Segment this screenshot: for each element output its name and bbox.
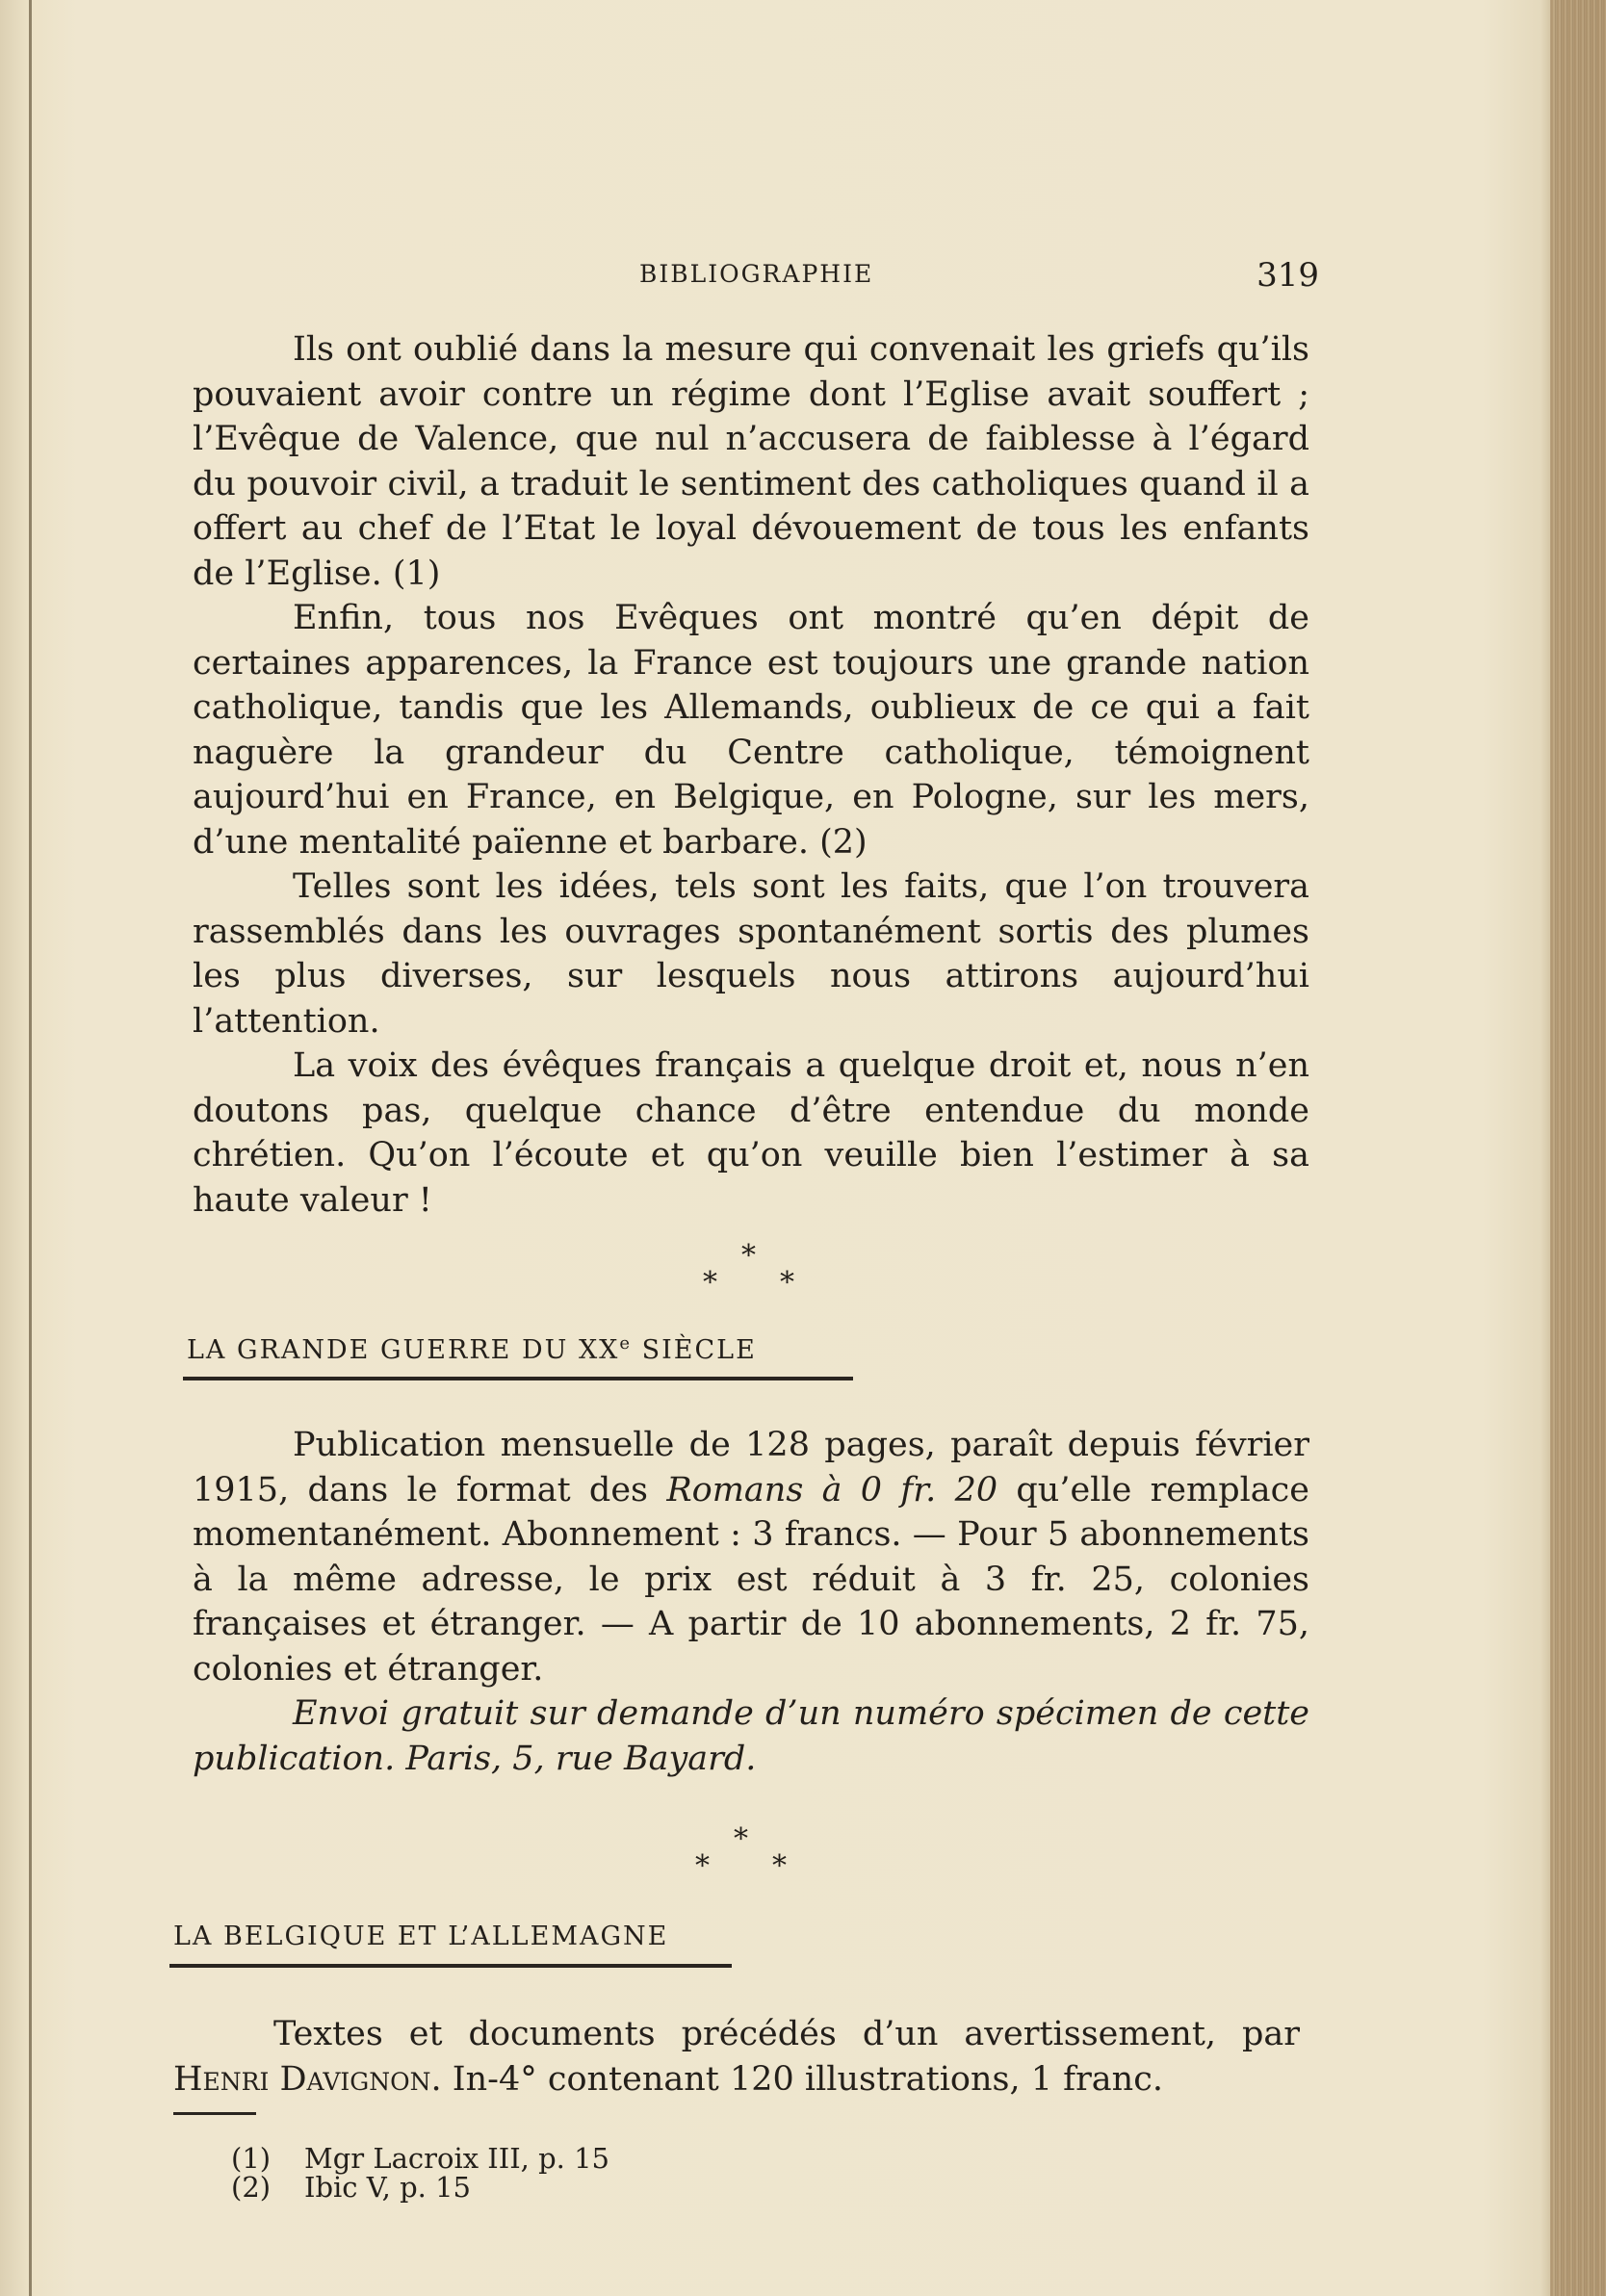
running-title: BIBLIOGRAPHIE (639, 260, 874, 288)
page-number: 319 (1256, 256, 1319, 295)
main-text (193, 327, 1309, 1223)
asterism-star: * (780, 1266, 794, 1300)
footnote-number: (2) (231, 2171, 272, 2204)
text-span: In-4° contenant 120 illustrations, 1 franc. (441, 2059, 1163, 2099)
asterism-star: * (703, 1266, 717, 1300)
heading-superscript: XXe (578, 1333, 633, 1365)
section-heading-belgique: LA BELGIQUE ET L’ALLEMAGNE (173, 1922, 669, 1951)
text-span: qu’elle remplace momentanément. Abonnement : 3 francs. — Pour 5 abonnements à la même adresse, le prix est réduit à 3 fr. 25, colonies françaises et étranger. — A partir de 10 abonnements, 2 fr. 75, colonies et étranger. (193, 1470, 1309, 1689)
asterism-1 (693, 1239, 809, 1309)
asterism-2 (686, 1822, 801, 1893)
asterism-star: * (772, 1849, 787, 1883)
asterism-star: * (695, 1849, 710, 1883)
heading-text: LA GRANDE GUERRE DU (187, 1335, 579, 1365)
page-edges (1550, 0, 1606, 2296)
section-2-paragraph (173, 2012, 1300, 2102)
paragraph-4: La voix des évêques français a quelque droit et, nous n’en doutons pas, quelque chance d’être entendue du monde chrétien. Qu’on l’écoute et qu’on veuille bien l’estimer à sa haute valeur ! (193, 1046, 1309, 1220)
asterism-star: * (741, 1239, 756, 1273)
section-1-paragraph (193, 1423, 1309, 1691)
footnote-text: Mgr Lacroix III, p. 15 (304, 2142, 610, 2175)
paragraph-3: Telles sont les idées, tels sont les faits, que l’on trouvera rassemblés dans les ouvrages spontanément sortis des plumes les plus diverses, sur lesquels nous attirons aujourd’hui l’attention. (193, 867, 1309, 1041)
paragraph-1: Ils ont oublié dans la mesure qui convenait les griefs qu’ils pouvaient avoir contre un régime dont l’Eglise avait souffert ; l’Evêque de Valence, que nul n’accusera de faiblesse à l’égard du pouvoir civil, a traduit le sentiment des catholiques quand il a offert au chef de l’Etat le loyal dévouement de tous les enfants de l’Eglise. (1) (193, 330, 1309, 593)
author-name: Henri Davignon. (173, 2059, 442, 2099)
section-1-text (193, 1423, 1309, 1781)
asterism-star: * (734, 1822, 748, 1856)
footnote-text: Ibic V, p. 15 (304, 2171, 471, 2204)
footnote-2 (231, 2173, 471, 2202)
footnote-number: (1) (231, 2142, 272, 2175)
heading-text-end: SIÈCLE (632, 1335, 757, 1365)
text-span: Publication mensuelle de 128 pages, paraît depuis février 1915, dans le format des (193, 1426, 1309, 1509)
footnote-rule (173, 2112, 256, 2115)
superscript-e: e (619, 1333, 633, 1354)
section-1-note: Envoi gratuit sur demande d’un numéro spécimen de cette publication. Paris, 5, rue Bayard. (193, 1694, 1309, 1778)
section-heading-grande-guerre (187, 1333, 757, 1365)
section-rule (169, 1964, 732, 1968)
section-2-text (173, 2012, 1300, 2102)
section-rule (183, 1377, 853, 1380)
footnote-1 (231, 2144, 609, 2173)
running-head (183, 256, 1319, 295)
binding-fold (29, 0, 32, 2296)
text-span: Textes et documents précédés d’un avertissement, par (273, 2015, 1300, 2053)
italic-title: Romans à 0 fr. 20 (666, 1470, 998, 1509)
paragraph-2: Enfin, tous nos Evêques ont montré qu’en dépit de certaines apparences, la France est toujours une grande nation catholique, tandis que les Allemands, oublieux de ce qui a fait naguère la grandeur du Centre catholique, témoignent aujourd’hui en France, en Belgique, en Pologne, sur les mers, d’une mentalité païenne et barbare. (2) (193, 599, 1309, 862)
